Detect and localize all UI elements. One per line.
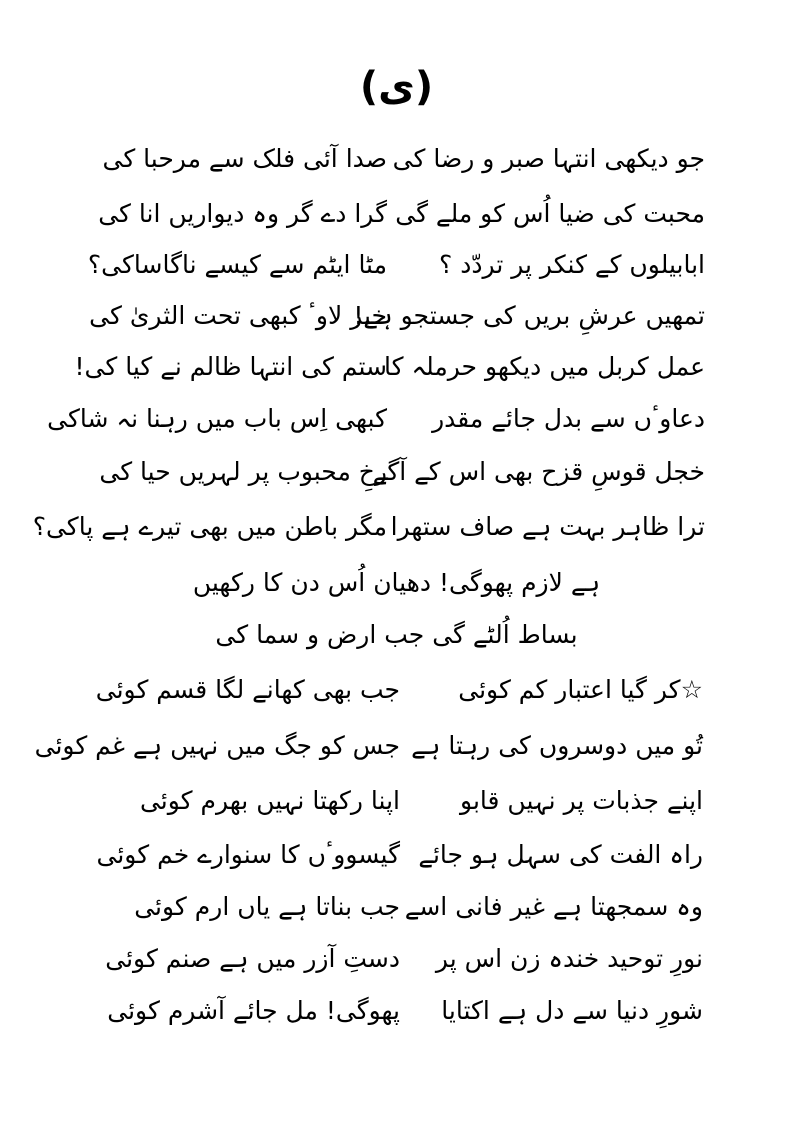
couplet-4-second: خبر لاوٴ کبھی تحت الثریٰ کی: [89, 301, 387, 330]
couplet-8-second: مگر باطن میں بھی تیرے ہے پاکی؟: [32, 512, 387, 541]
couplet-15-second: پھوگی! مل جائے آشرم کوئی: [107, 996, 400, 1025]
couplet-1-second: صدا آئی فلک سے مرحبا کی: [102, 144, 387, 173]
couplet-5-first: عمل کربل میں دیکھو حرملہ کا: [383, 352, 705, 381]
couplet-4-first: تمھیں عرشِ بریں کی جستجو ہے!: [353, 301, 705, 330]
page-heading: (ی): [359, 64, 434, 110]
couplet-12-first: راہ الفت کی سہل ہو جائے: [418, 840, 703, 869]
star-icon: ☆: [680, 675, 703, 704]
couplet-7-second: رخِ محبوب پر لہریں حیا کی: [99, 457, 387, 486]
couplet-12-second: گیسووٴں کا سنوارے خم کوئی: [96, 840, 400, 869]
couplet-7-first: خجل قوسِ قزح بھی اس کے آگے: [372, 457, 705, 486]
couplet-3-first: ابابیلوں کے کنکر پر تردّد ؟: [439, 250, 705, 279]
couplet-2-second: گرا دے گر وہ دیواریں انا کی: [98, 199, 387, 228]
couplet-8-first: ترا ظاہر بہت ہے صاف ستھرا: [390, 512, 705, 541]
couplet-13-first: وہ سمجھتا ہے غیر فانی اسے: [404, 892, 703, 921]
couplet-6-first: دعاوٴں سے بدل جائے مقدر: [432, 404, 705, 433]
closing-line-second: بساط اُلٹے گی جب ارض و سما کی: [215, 620, 578, 649]
couplet-1-first: جو دیکھی انتہا صبر و رضا کی: [392, 144, 705, 173]
couplet-13-second: جب بناتا ہے یاں ارم کوئی: [134, 892, 400, 921]
couplet-14-second: دستِ آزر میں ہے صنم کوئی: [105, 944, 400, 973]
couplet-14-first: نورِ توحید خندہ زن اس پر: [435, 944, 703, 973]
closing-line-first: ہے لازم پھوگی! دھیان اُس دن کا رکھیں: [192, 568, 601, 597]
couplet-11-first: اپنے جذبات پر نہیں قابو: [460, 786, 703, 815]
couplet-11-second: اپنا رکھتا نہیں بھرم کوئی: [139, 786, 400, 815]
couplet-9-first-text: کر گیا اعتبار کم کوئی: [458, 675, 681, 704]
couplet-10-first: تُو میں دوسروں کی رہتا ہے: [411, 731, 703, 760]
couplet-9-second: جب بھی کھانے لگا قسم کوئی: [95, 675, 400, 704]
couplet-3-second: مٹا ایٹم سے کیسے ناگاساکی؟: [87, 250, 387, 279]
couplet-2-first: محبت کی ضیا اُس کو ملے گی: [395, 199, 705, 228]
couplet-6-second: کبھی اِس باب میں رہنا نہ شاکی: [47, 404, 387, 433]
couplet-15-first: شورِ دنیا سے دل ہے اکتایا: [441, 996, 703, 1025]
couplet-5-second: ستم کی انتہا ظالم نے کیا کی!: [74, 352, 387, 381]
couplet-10-second: جس کو جگ میں نہیں ہے غم کوئی: [34, 731, 400, 760]
couplet-9-first: [423, 673, 703, 707]
